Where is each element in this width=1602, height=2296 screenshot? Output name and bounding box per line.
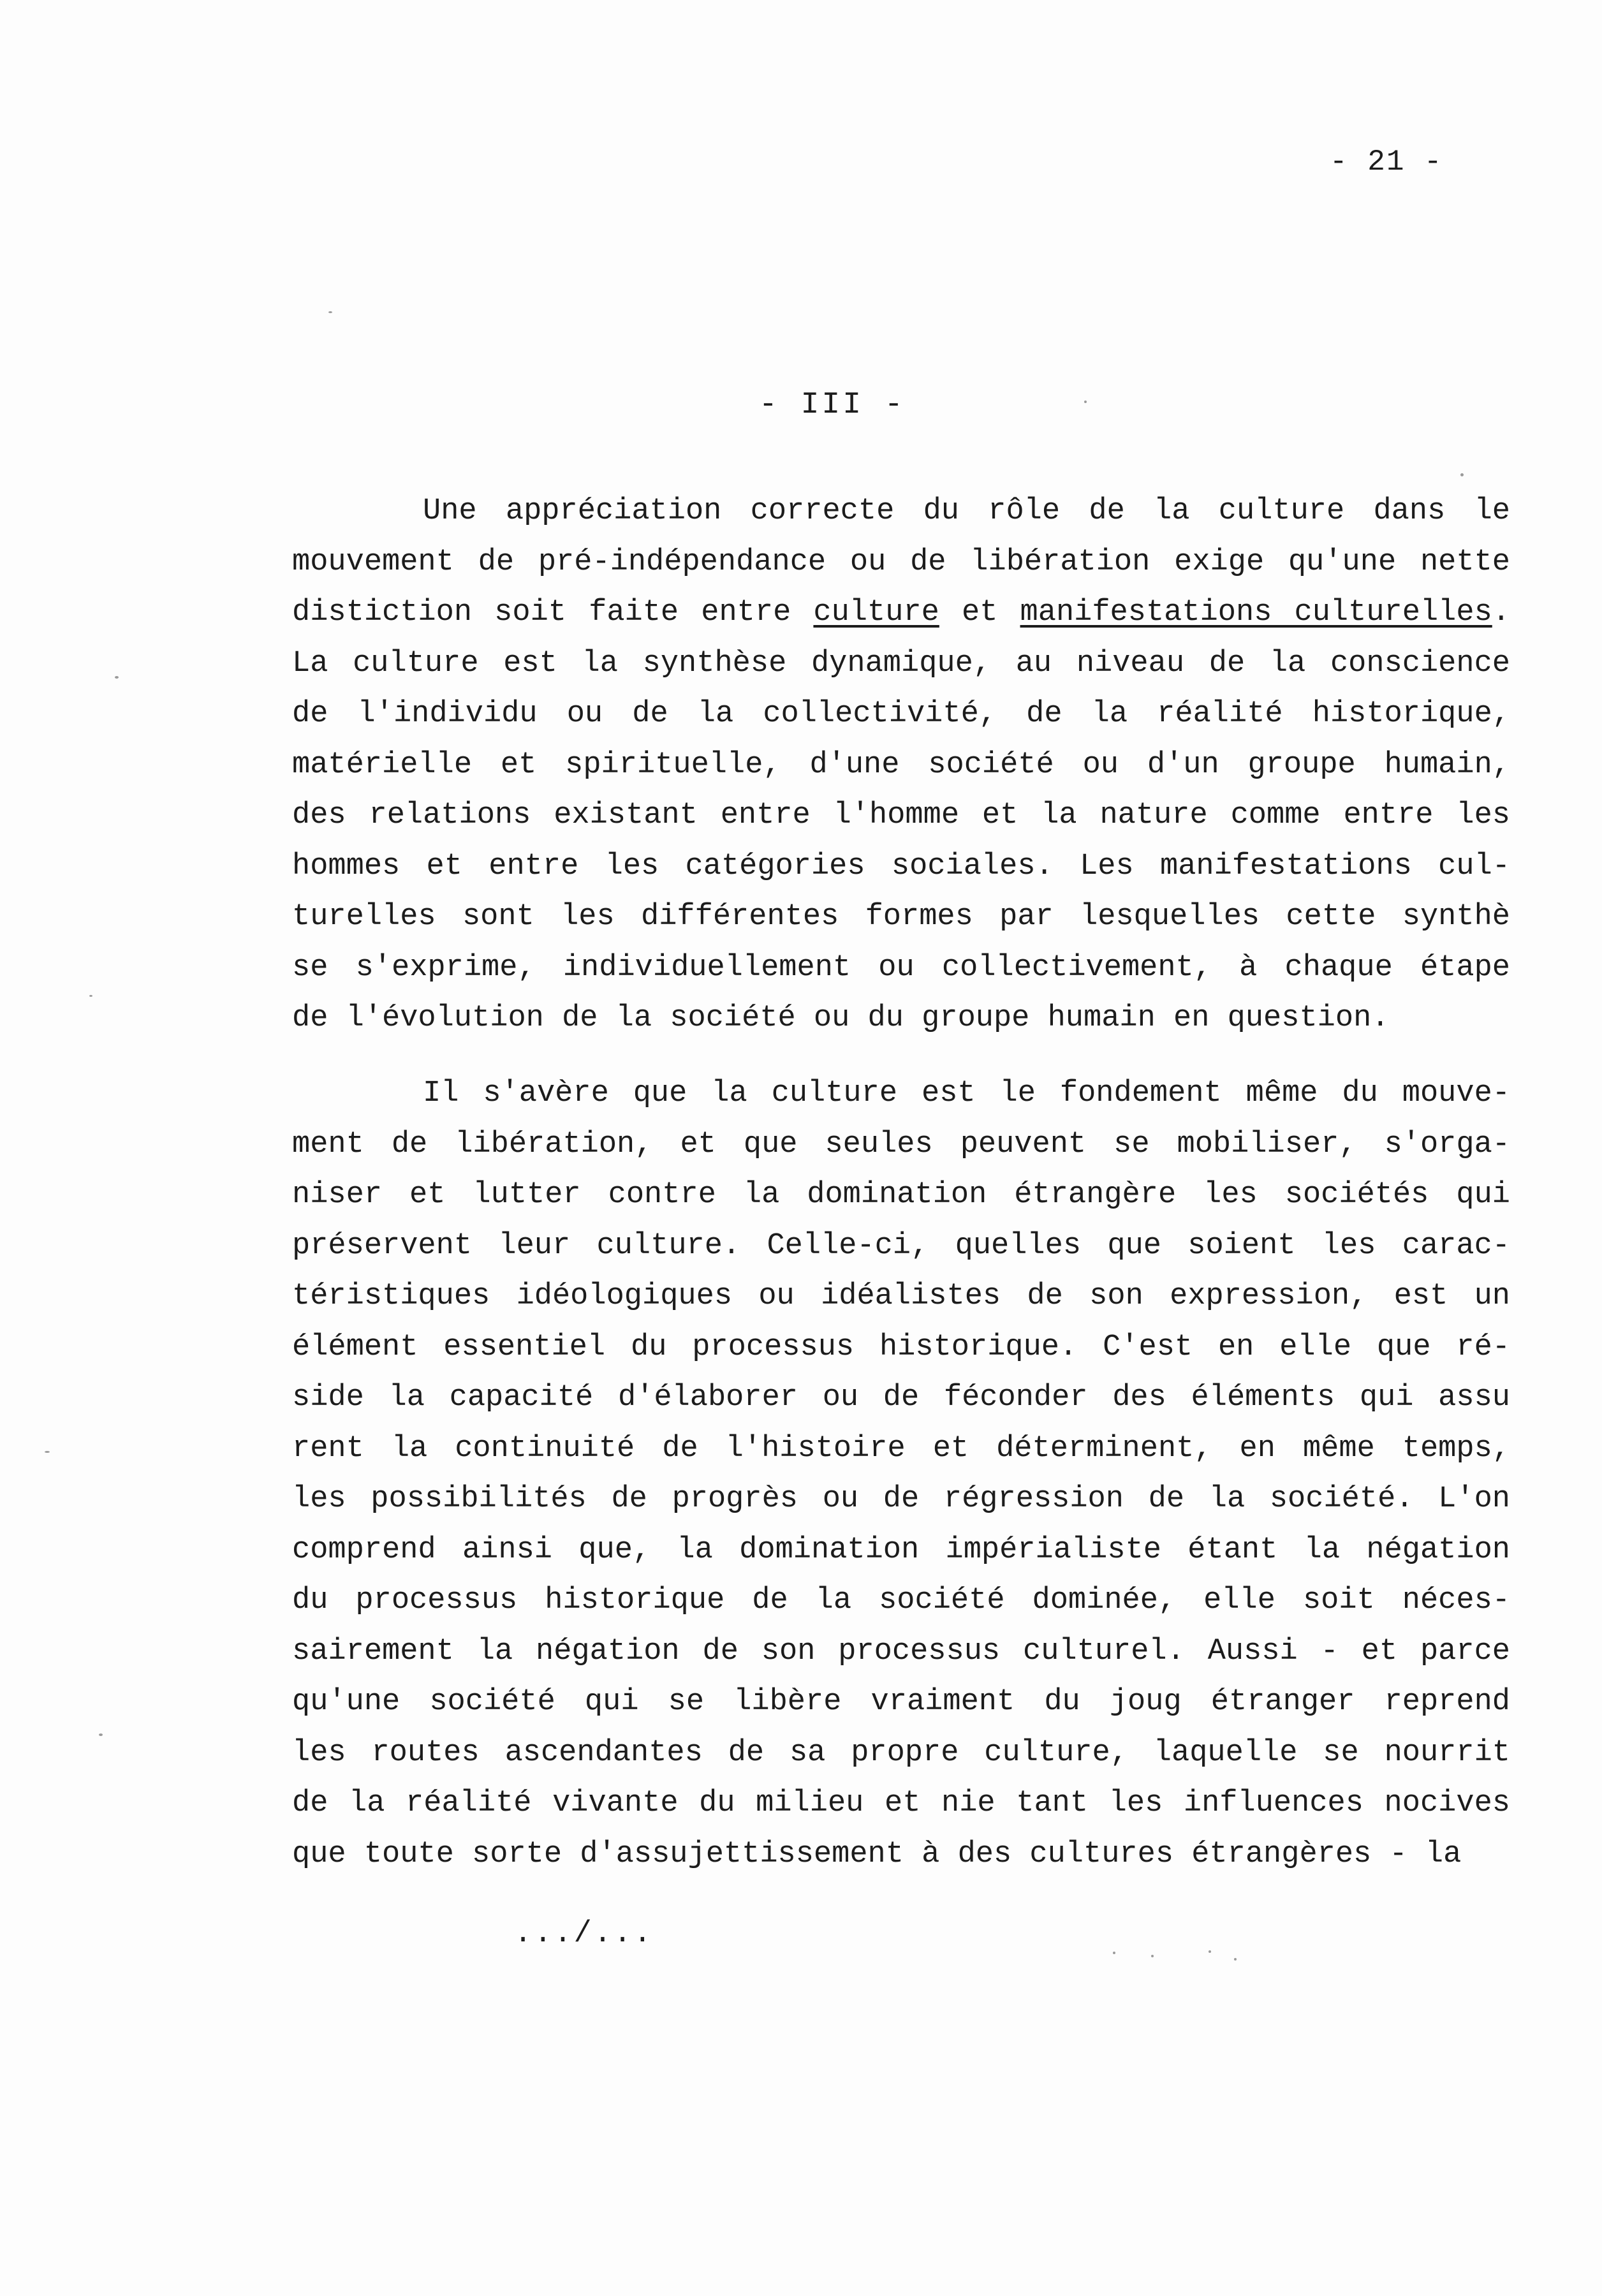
paragraph-line: side la capacité d'élaborer ou de féconder des éléments qui assu xyxy=(292,1381,1510,1415)
paragraph-line: de l'individu ou de la collectivité, de la réalité historique, xyxy=(292,697,1510,731)
paragraph-line: de la réalité vivante du milieu et nie tant les influences nocives xyxy=(292,1786,1510,1820)
scan-speck xyxy=(328,311,332,313)
text-segment: et xyxy=(939,596,1020,629)
scan-speck xyxy=(89,995,92,997)
paragraph-line: élément essentiel du processus historique. C'est en elle que ré- xyxy=(292,1330,1510,1364)
text-segment: distiction soit faite entre xyxy=(292,596,814,629)
scan-speck xyxy=(1209,1950,1211,1953)
underlined-term-culture: culture xyxy=(813,596,939,629)
text-segment: . xyxy=(1492,596,1510,629)
paragraph-line: ment de libération, et que seules peuvent se mobiliser, s'orga- xyxy=(292,1127,1510,1161)
paragraph-line-with-underlines xyxy=(292,587,1510,638)
section-heading: - III - xyxy=(759,388,906,422)
scan-speck xyxy=(99,1733,103,1736)
paragraph-line: matérielle et spirituelle, d'une société ou d'un groupe humain, xyxy=(292,747,1510,782)
paragraph-line: hommes et entre les catégories sociales. Les manifestations cul- xyxy=(292,849,1510,883)
paragraph-line: comprend ainsi que, la domination impérialiste étant la négation xyxy=(292,1533,1510,1567)
scan-speck xyxy=(115,676,119,679)
paragraph-line: de l'évolution de la société ou du groupe humain en question. xyxy=(292,1001,1390,1035)
paragraph-line: des relations existant entre l'homme et la nature comme entre les xyxy=(292,798,1510,832)
paragraph-line: du processus historique de la société dominée, elle soit néces- xyxy=(292,1584,1510,1617)
scan-speck xyxy=(1234,1958,1237,1961)
paragraph-line: Il s'avère que la culture est le fondement même du mouve- xyxy=(423,1077,1510,1110)
continuation-mark: .../... xyxy=(514,1917,654,1951)
paragraph-line: La culture est la synthèse dynamique, au niveau de la conscience xyxy=(292,646,1510,681)
scan-speck xyxy=(45,1451,50,1453)
paragraph-line: turelles sont les différentes formes par lesquelles cette synthè xyxy=(292,900,1510,934)
paragraph-2 xyxy=(292,1068,1510,1880)
paragraph-line: que toute sorte d'assujettissement à des cultures étrangères - la xyxy=(292,1837,1462,1871)
scan-speck xyxy=(1113,1952,1115,1954)
paragraph-line: sairement la négation de son processus culturel. Aussi - et parce xyxy=(292,1634,1510,1668)
paragraph-line: rent la continuité de l'histoire et déterminent, en même temps, xyxy=(292,1431,1510,1466)
paragraph-line: les routes ascendantes de sa propre culture, laquelle se nourrit xyxy=(292,1735,1510,1770)
underlined-term-manifestations: manifestations culturelles xyxy=(1020,596,1492,629)
paragraph-line: mouvement de pré-indépendance ou de libération exige qu'une nette xyxy=(292,545,1510,579)
paragraph-line: se s'exprime, individuellement ou collectivement, à chaque étape xyxy=(292,950,1510,985)
paragraph-1 xyxy=(292,486,1510,1044)
page-number: - 21 - xyxy=(1330,145,1443,179)
paragraph-line: téristiques idéologiques ou idéalistes de son expression, est un xyxy=(292,1279,1510,1313)
scan-speck xyxy=(1460,473,1464,476)
scan-speck xyxy=(1151,1955,1154,1957)
paragraph-line: niser et lutter contre la domination étrangère les sociétés qui xyxy=(292,1178,1510,1212)
scan-speck xyxy=(1084,401,1087,403)
paragraph-line: les possibilités de progrès ou de régression de la société. L'on xyxy=(292,1482,1510,1516)
paragraph-line: Une appréciation correcte du rôle de la culture dans le xyxy=(423,494,1510,528)
paragraph-line: préservent leur culture. Celle-ci, quelles que soient les carac- xyxy=(292,1228,1510,1263)
paragraph-line: qu'une société qui se libère vraiment du joug étranger reprend xyxy=(292,1685,1510,1719)
